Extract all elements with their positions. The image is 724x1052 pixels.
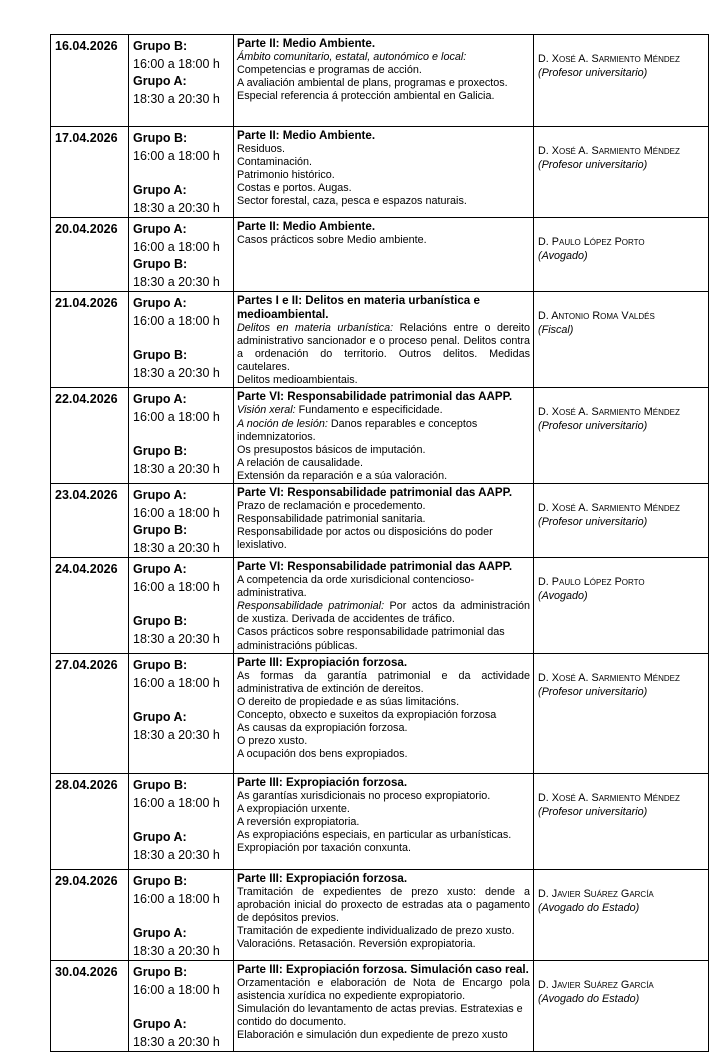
topic-line — [237, 829, 530, 842]
topic-text: Expropiación por taxación conxunta. — [237, 841, 412, 854]
topic-text: Residuos. — [237, 143, 286, 155]
topic-text: Danos reparables e conceptos indemnizatorios. — [237, 417, 478, 443]
group-time: 18:30 a 20:30 h — [133, 366, 220, 380]
schedule-row — [51, 388, 709, 484]
topic-line — [237, 77, 530, 90]
topic-line — [237, 182, 530, 195]
topic-line — [237, 143, 530, 156]
group-schedule — [129, 127, 234, 218]
topic-text: A competencia da orde xurisdicional contencioso-administrativa. — [237, 574, 475, 600]
topic-text: Delitos medioambientais. — [237, 374, 358, 387]
group-spacer — [133, 165, 233, 182]
teacher-name: D. Xosé A. Sarmiento Méndez — [538, 502, 680, 515]
group-time: 18:30 a 20:30 h — [133, 201, 220, 215]
topic-heading: Ámbito comunitario, estatal, autonómico e local: — [237, 51, 467, 63]
group-time: 16:00 a 18:00 h — [133, 240, 220, 254]
group-label: Grupo A: — [133, 183, 187, 197]
group-label: Grupo B: — [133, 257, 188, 271]
group-label: Grupo A: — [133, 829, 187, 844]
topic-text: Patrimonio histórico. — [237, 169, 335, 182]
topic-text: O dereito de propiedade e as súas limitacións. — [237, 695, 460, 708]
topic-text: Prazo de reclamación e procedemento. — [237, 500, 426, 513]
session-title: Parte III: Expropiación forzosa. — [237, 775, 408, 789]
teacher-name: D. Paulo López Porto — [538, 576, 645, 589]
group-time: 16:00 a 18:00 h — [133, 675, 220, 690]
session-content — [234, 960, 534, 1051]
topic-text: Por actos da administración de xustiza. Derivada de accidentes de tráfico. — [237, 600, 530, 626]
schedule-row — [51, 292, 709, 388]
schedule-table — [50, 34, 709, 1052]
group-label: Grupo B: — [133, 777, 188, 792]
topic-heading: Responsabilidade patrimonial: — [237, 600, 385, 613]
group-label: Grupo A: — [133, 74, 187, 88]
topic-line — [237, 709, 530, 722]
session-content — [234, 653, 534, 773]
schedule-row — [51, 558, 709, 654]
group-time: 18:30 a 20:30 h — [133, 462, 220, 477]
topic-line — [237, 234, 530, 247]
topic-text: O prezo xusto. — [237, 735, 308, 748]
session-date: 23.04.2026 — [51, 484, 129, 558]
teacher-name: D. Xosé A. Sarmiento Méndez — [538, 791, 680, 804]
group-spacer — [133, 812, 233, 829]
group-time: 18:30 a 20:30 h — [133, 847, 220, 862]
group-time: 18:30 a 20:30 h — [133, 1034, 220, 1049]
group-time: 16:00 a 18:00 h — [133, 506, 220, 521]
group-label: Grupo A: — [133, 296, 187, 310]
group-time: 16:00 a 18:00 h — [133, 891, 220, 906]
session-date: 21.04.2026 — [51, 292, 129, 388]
session-title: Parte III: Expropiación forzosa. — [237, 871, 408, 885]
topic-text: Sector forestal, caza, pesca e espazos naturais. — [237, 195, 467, 208]
group-schedule — [129, 484, 234, 558]
topic-line — [237, 842, 530, 855]
teacher-cell — [534, 653, 709, 773]
group-spacer — [133, 999, 233, 1016]
schedule-row — [51, 35, 709, 127]
group-label: Grupo B: — [133, 444, 188, 459]
topic-text: Casos prácticos sobre Medio ambiente. — [237, 234, 427, 246]
topic-text: A ocupación dos bens expropiados. — [237, 748, 408, 761]
group-label: Grupo B: — [133, 348, 188, 362]
topic-line — [237, 404, 530, 417]
topic-text: As garantías xurisdicionais no proceso expropiatorio. — [237, 789, 491, 802]
teacher-name: D. Xosé A. Sarmiento Méndez — [538, 53, 680, 65]
group-label: Grupo B: — [133, 614, 188, 629]
topic-text: Elaboración e simulación dun expediente de prezo xusto — [237, 1028, 508, 1041]
session-title: Parte II: Medio Ambiente. — [237, 220, 376, 233]
session-content — [234, 292, 534, 388]
session-content — [234, 35, 534, 127]
topic-line — [237, 470, 530, 483]
topic-heading: Visión xeral: — [237, 404, 296, 417]
topic-line — [237, 457, 530, 470]
topic-text: A reversión expropiatoria. — [237, 815, 360, 828]
topic-line — [237, 722, 530, 735]
teacher-cell — [534, 218, 709, 292]
session-content — [234, 558, 534, 654]
topic-line — [237, 90, 530, 103]
schedule-body — [51, 35, 709, 1052]
topic-text: Responsabilidade patrimonial sanitaria. — [237, 513, 426, 526]
group-time: 18:30 a 20:30 h — [133, 727, 220, 742]
group-label: Grupo B: — [133, 131, 188, 145]
topic-line — [237, 1003, 530, 1029]
group-schedule — [129, 960, 234, 1051]
group-spacer — [133, 908, 233, 925]
schedule-row — [51, 218, 709, 292]
session-title: Parte III: Expropiación forzosa. Simulación caso real. — [237, 962, 529, 976]
session-date: 20.04.2026 — [51, 218, 129, 292]
topic-text: Costas e portos. Augas. — [237, 182, 352, 195]
session-date: 22.04.2026 — [51, 388, 129, 484]
topic-line — [237, 156, 530, 169]
session-content — [234, 127, 534, 218]
topic-text: Competencias e programas de acción. — [237, 64, 422, 77]
topic-text: Tramitación de expedientes de prezo xusto: dende a aprobación inicial do proxecto de estradas ata o pagamento de depósitos previos. — [237, 885, 530, 924]
topic-text: Responsabilidade por actos ou disposicións do poder lexislativo. — [237, 526, 493, 552]
teacher-name: D. Xosé A. Sarmiento Méndez — [538, 406, 680, 419]
teacher-cell — [534, 35, 709, 127]
group-time: 16:00 a 18:00 h — [133, 57, 220, 71]
topic-text: A relación de causalidade. — [237, 456, 364, 469]
teacher-name: D. Javier Suárez García — [538, 978, 654, 991]
teacher-role: (Avogado) — [538, 250, 588, 262]
topic-text: A avaliación ambiental de plans, programas e proxectos. — [237, 77, 508, 90]
topic-line — [237, 735, 530, 748]
group-label: Grupo B: — [133, 873, 188, 888]
topic-line — [237, 64, 530, 77]
topic-line — [237, 670, 530, 696]
topic-line — [237, 977, 530, 1003]
teacher-cell — [534, 484, 709, 558]
group-schedule — [129, 653, 234, 773]
session-title: Parte VI: Responsabilidade patrimonial das AAPP. — [237, 486, 513, 500]
teacher-role: (Avogado) — [538, 590, 588, 603]
group-time: 18:30 a 20:30 h — [133, 275, 220, 289]
topic-text: As expropiacións especiais, en particular as urbanísticas. — [237, 828, 512, 841]
group-label: Grupo A: — [133, 222, 187, 236]
group-label: Grupo B: — [133, 523, 188, 538]
group-schedule — [129, 35, 234, 127]
group-time: 16:00 a 18:00 h — [133, 580, 220, 595]
teacher-cell — [534, 960, 709, 1051]
group-label: Grupo A: — [133, 392, 187, 407]
group-spacer — [133, 692, 233, 709]
topic-line — [237, 886, 530, 925]
group-schedule — [129, 292, 234, 388]
topic-line — [237, 816, 530, 829]
group-label: Grupo A: — [133, 709, 187, 724]
schedule-row — [51, 773, 709, 869]
session-content — [234, 773, 534, 869]
topic-text: Relacións entre o dereito administrativo sancionador e o proceso penal. Delitos contra a ordenación do territorio. Outros delitos. Medidas cautelares. — [237, 322, 530, 374]
schedule-row — [51, 484, 709, 558]
topic-text: As causas da expropiación forzosa. — [237, 721, 408, 734]
topic-text: Simulación do levantamento de actas previas. Estratexias e contido do documento. — [237, 1002, 523, 1028]
topic-heading: A noción de lesión: — [237, 417, 328, 430]
session-date: 24.04.2026 — [51, 558, 129, 654]
group-schedule — [129, 773, 234, 869]
topic-line — [237, 696, 530, 709]
topic-line — [237, 925, 530, 938]
teacher-cell — [534, 558, 709, 654]
topic-line — [237, 790, 530, 803]
topic-text: Contaminación. — [237, 156, 313, 169]
schedule-row — [51, 127, 709, 218]
group-label: Grupo A: — [133, 488, 187, 503]
topic-line — [237, 526, 530, 552]
session-title: Parte VI: Responsabilidade patrimonial das AAPP. — [237, 560, 513, 574]
teacher-role: (Profesor universitario) — [538, 67, 648, 79]
session-content — [234, 869, 534, 960]
teacher-role: (Profesor universitario) — [538, 805, 648, 818]
topic-line — [237, 322, 530, 374]
group-time: 16:00 a 18:00 h — [133, 982, 220, 997]
topic-line — [237, 626, 530, 652]
teacher-role: (Profesor universitario) — [538, 420, 648, 433]
group-time: 16:00 a 18:00 h — [133, 314, 220, 328]
teacher-name: D. Antonio Roma Valdés — [538, 310, 655, 322]
group-spacer — [133, 596, 233, 613]
teacher-cell — [534, 127, 709, 218]
topic-text: Concepto, obxecto e suxeitos da expropiación forzosa — [237, 708, 497, 721]
schedule-row — [51, 869, 709, 960]
group-label: Grupo A: — [133, 562, 187, 577]
session-title: Parte III: Expropiación forzosa. — [237, 655, 408, 669]
group-time: 16:00 a 18:00 h — [133, 795, 220, 810]
group-schedule — [129, 558, 234, 654]
topic-text: Casos prácticos sobre responsabilidade patrimonial das administracións públicas. — [237, 626, 505, 652]
topic-line — [237, 374, 530, 387]
teacher-role: (Profesor universitario) — [538, 159, 648, 171]
topic-text: Fundamento e especificidade. — [295, 404, 443, 417]
teacher-cell — [534, 292, 709, 388]
topic-line — [237, 748, 530, 761]
schedule-row — [51, 960, 709, 1051]
teacher-role: (Avogado do Estado) — [538, 992, 640, 1005]
group-label: Grupo B: — [133, 39, 188, 53]
topic-line — [237, 803, 530, 816]
group-time: 16:00 a 18:00 h — [133, 410, 220, 425]
group-schedule — [129, 869, 234, 960]
session-title: Parte VI: Responsabilidade patrimonial das AAPP. — [237, 390, 513, 404]
teacher-role: (Profesor universitario) — [538, 685, 648, 698]
session-date: 30.04.2026 — [51, 960, 129, 1051]
group-label: Grupo A: — [133, 925, 187, 940]
session-date: 29.04.2026 — [51, 869, 129, 960]
teacher-cell — [534, 869, 709, 960]
topic-text: Valoracións. Retasación. Reversión expropiatoria. — [237, 937, 476, 950]
session-title: Partes I e II: Delitos en materia urbanística e medioambiental. — [237, 294, 480, 321]
group-spacer — [133, 330, 233, 347]
teacher-name: D. Paulo López Porto — [538, 236, 645, 248]
topic-line — [237, 500, 530, 513]
session-date: 17.04.2026 — [51, 127, 129, 218]
schedule-page — [50, 34, 708, 1052]
topic-line — [237, 938, 530, 951]
teacher-name: D. Xosé A. Sarmiento Méndez — [538, 145, 680, 157]
group-time: 18:30 a 20:30 h — [133, 632, 220, 647]
topic-line — [237, 513, 530, 526]
session-title: Parte II: Medio Ambiente. — [237, 37, 376, 50]
topic-line — [237, 51, 530, 64]
teacher-cell — [534, 388, 709, 484]
group-time: 18:30 a 20:30 h — [133, 943, 220, 958]
topic-text: Tramitación de expediente individualizado de prezo xusto. — [237, 924, 515, 937]
group-time: 16:00 a 18:00 h — [133, 149, 220, 163]
teacher-role: (Avogado do Estado) — [538, 901, 640, 914]
group-spacer — [133, 426, 233, 443]
session-content — [234, 218, 534, 292]
session-date: 16.04.2026 — [51, 35, 129, 127]
session-date: 28.04.2026 — [51, 773, 129, 869]
group-schedule — [129, 218, 234, 292]
topic-text: Extensión da reparación e a súa valoración. — [237, 469, 448, 482]
teacher-name: D. Xosé A. Sarmiento Méndez — [538, 671, 680, 684]
group-label: Grupo B: — [133, 964, 188, 979]
schedule-row — [51, 653, 709, 773]
topic-line — [237, 600, 530, 626]
topic-line — [237, 195, 530, 208]
topic-line — [237, 574, 530, 600]
topic-text: Especial referencia á protección ambiental en Galicia. — [237, 90, 495, 103]
group-label: Grupo A: — [133, 1016, 187, 1031]
topic-line — [237, 418, 530, 444]
group-schedule — [129, 388, 234, 484]
topic-text: A expropiación urxente. — [237, 802, 350, 815]
topic-line — [237, 169, 530, 182]
teacher-role: (Profesor universitario) — [538, 516, 648, 529]
session-content — [234, 484, 534, 558]
session-title: Parte II: Medio Ambiente. — [237, 129, 376, 142]
topic-heading: Delitos en materia urbanística: — [237, 322, 394, 334]
session-content — [234, 388, 534, 484]
topic-text: Orzamentación e elaboración de Nota de Encargo pola asistencia xurídica no expediente expropiatorio. — [237, 976, 530, 1002]
teacher-name: D. Javier Suárez García — [538, 887, 654, 900]
session-date: 27.04.2026 — [51, 653, 129, 773]
topic-line — [237, 444, 530, 457]
topic-text: As formas da garantía patrimonial e da actividade administrativa de extinción de dereitos. — [237, 669, 530, 695]
teacher-cell — [534, 773, 709, 869]
topic-line — [237, 1029, 530, 1042]
group-label: Grupo B: — [133, 657, 188, 672]
group-time: 18:30 a 20:30 h — [133, 92, 220, 106]
topic-text: Os presupostos básicos de imputación. — [237, 443, 426, 456]
group-time: 18:30 a 20:30 h — [133, 541, 220, 556]
teacher-role: (Fiscal) — [538, 324, 574, 336]
